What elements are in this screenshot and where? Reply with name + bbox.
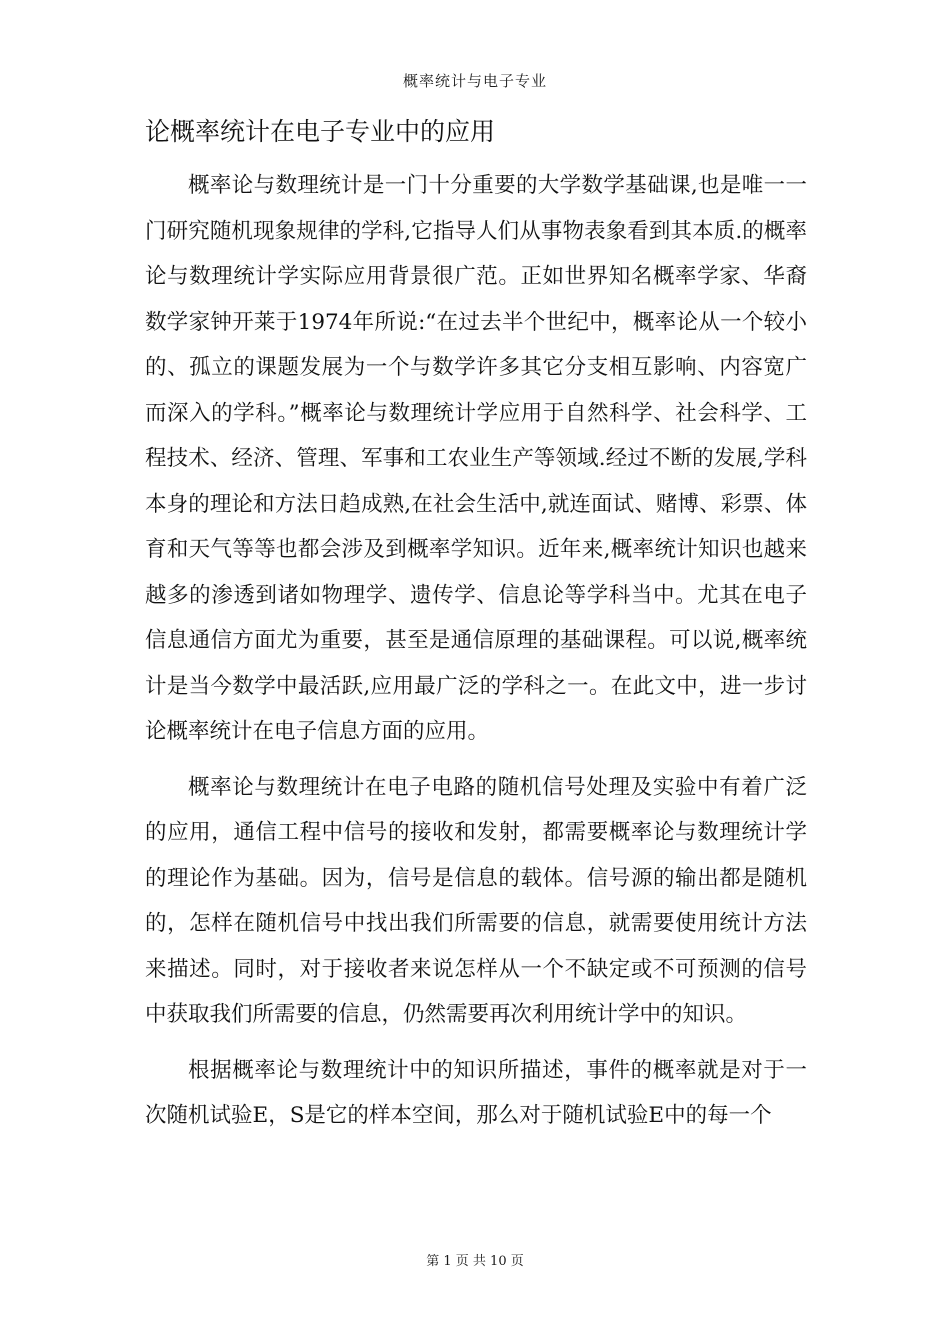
page-number-footer: 第 1 页 共 10 页 bbox=[426, 1254, 524, 1269]
paragraph-intro: 概率论与数理统计是一门十分重要的大学数学基础课,也是唯一一门研究随机现象规律的学科,它指导人们从事物表象看到其本质.的概率论与数理统计学实际应用背景很广范。正如世界知名概率学家、华裔数学家钟开莱于1974年所说:“在过去半个世纪中，概率论从一个较小的、孤立的课题发展为一个与数学许多其它分支相互影响、内容宽广而深入的学科。”概率论与数理统计学应用于自然科学、社会科学、工程技术、经济、管理、军事和工农业生产等领域.经过不断的发展,学科本身的理论和方法日趋成熟,在社会生活中,就连面试、赌博、彩票、体育和天气等等也都会涉及到概率学知识。近年来,概率统计知识也越来越多的渗透到诸如物理学、遗传学、信息论等学科当中。尤其在电子信息通信方面尤为重要，甚至是通信原理的基础课程。可以说,概率统计是当今数学中最活跃,应用最广泛的学科之一。在此文中，进一步讨论概率统计在电子信息方面的应用。 bbox=[145, 173, 807, 744]
running-header: 概率统计与电子专业 bbox=[402, 72, 547, 90]
document-body bbox=[145, 163, 807, 1149]
paragraph-event-probability: 根据概率论与数理统计中的知识所描述，事件的概率就是对于一次随机试验E，S是它的样本空间，那么对于随机试验E中的每一个 bbox=[145, 1057, 807, 1128]
document-title: 论概率统计在电子专业中的应用 bbox=[145, 117, 496, 146]
paragraph-signal-processing: 概率论与数理统计在电子电路的随机信号处理及实验中有着广泛的应用，通信工程中信号的接收和发射，都需要概率论与数理统计学的理论作为基础。因为，信号是信息的载体。信号源的输出都是随机的，怎样在随机信号中找出我们所需要的信息，就需要使用统计方法来描述。同时，对于接收者来说怎样从一个不缺定或不可预测的信号中获取我们所需要的信息，仍然需要再次利用统计学中的知识。 bbox=[145, 774, 807, 1027]
